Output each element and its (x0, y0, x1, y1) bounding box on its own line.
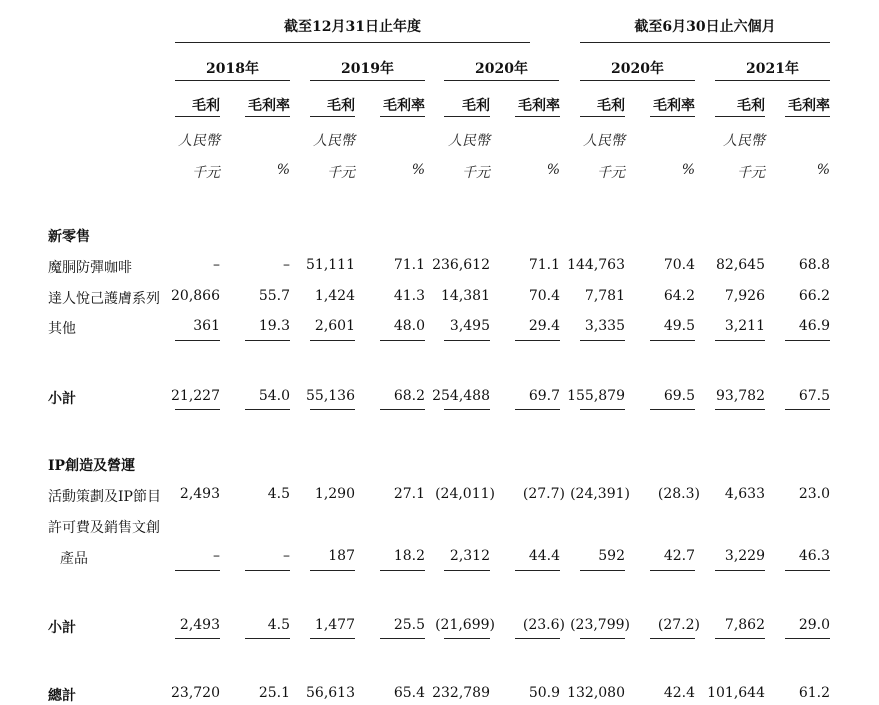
cell-gross-margin: 69.5 (663, 388, 695, 404)
row-label: 其他 (48, 321, 76, 337)
sum-rule (380, 340, 425, 341)
row-label: 活動策劃及IP節目 (48, 489, 161, 505)
sum-rule (580, 409, 625, 410)
sum-rule (380, 638, 425, 639)
col-gross-profit: 毛利 (192, 98, 220, 114)
sum-rule (785, 340, 830, 341)
cell-gross-margin: 42.4 (663, 685, 695, 701)
sum-rule (515, 409, 560, 410)
year-header-2019: 2019年 (341, 61, 394, 77)
cell-gross-profit: 56,613 (306, 685, 355, 701)
col-rule (715, 116, 765, 117)
sum-rule (380, 570, 425, 571)
cell-gross-margin: 65.4 (393, 685, 425, 701)
cell-gross-margin: (23.6) (522, 617, 565, 633)
cell-gross-profit: 3,495 (449, 318, 490, 334)
year-rule (715, 80, 830, 81)
cell-gross-margin: 70.4 (528, 288, 560, 304)
cell-gross-margin: (27.2) (657, 617, 700, 633)
cell-gross-profit: 4,633 (724, 486, 765, 502)
unit-currency: 人民幣 (178, 133, 220, 149)
sum-rule (175, 340, 220, 341)
unit-currency: 人民幣 (723, 133, 765, 149)
col-gross-margin: 毛利率 (383, 98, 425, 114)
col-gross-profit: 毛利 (597, 98, 625, 114)
row-label: 達人悅己護膚系列 (48, 291, 160, 307)
sum-rule (650, 340, 695, 341)
cell-gross-profit: (24,011) (435, 486, 495, 502)
col-rule (580, 116, 625, 117)
cell-gross-profit: 187 (328, 548, 355, 564)
section-title-new-retail: 新零售 (48, 229, 90, 245)
sum-rule (310, 570, 355, 571)
cell-gross-margin: 68.8 (798, 257, 830, 273)
total-label: 總計 (48, 688, 76, 704)
cell-gross-margin: 4.5 (267, 486, 290, 502)
sum-rule (785, 570, 830, 571)
cell-gross-profit: 1,424 (314, 288, 355, 304)
sum-rule (245, 570, 290, 571)
cell-gross-profit: 21,227 (171, 388, 220, 404)
cell-gross-margin: 25.5 (393, 617, 425, 633)
period-half-rule (580, 42, 830, 43)
sum-rule (785, 638, 830, 639)
unit-currency: 人民幣 (448, 133, 490, 149)
sum-rule (310, 638, 355, 639)
cell-gross-profit: 2,493 (179, 486, 220, 502)
cell-gross-profit: (24,391) (570, 486, 630, 502)
sum-rule (245, 409, 290, 410)
sum-rule (380, 409, 425, 410)
unit-thousand: 千元 (737, 165, 765, 181)
cell-gross-profit: 3,229 (724, 548, 765, 564)
unit-thousand: 千元 (462, 165, 490, 181)
cell-gross-margin: 50.9 (528, 685, 560, 701)
cell-gross-margin: 18.2 (393, 548, 425, 564)
unit-thousand: 千元 (327, 165, 355, 181)
cell-gross-margin: 49.5 (663, 318, 695, 334)
cell-gross-profit: 2,601 (314, 318, 355, 334)
cell-gross-profit: 51,111 (306, 257, 355, 273)
cell-gross-profit: 155,879 (567, 388, 625, 404)
period-half-header: 截至6月30日止六個月 (634, 19, 776, 35)
col-gross-margin: 毛利率 (653, 98, 695, 114)
cell-gross-profit: 55,136 (306, 388, 355, 404)
sum-rule (580, 340, 625, 341)
section-title-ip: IP創造及營運 (48, 458, 136, 474)
cell-gross-profit: – (213, 257, 220, 273)
cell-gross-margin: 54.0 (258, 388, 290, 404)
unit-percent: % (546, 162, 560, 178)
year-rule (444, 80, 559, 81)
sum-rule (175, 409, 220, 410)
cell-gross-profit: (21,699) (435, 617, 495, 633)
cell-gross-margin: 69.7 (528, 388, 560, 404)
cell-gross-margin: 29.4 (528, 318, 560, 334)
cell-gross-margin: 42.7 (663, 548, 695, 564)
cell-gross-margin: 68.2 (393, 388, 425, 404)
cell-gross-margin: 29.0 (798, 617, 830, 633)
cell-gross-profit: 82,645 (716, 257, 765, 273)
sum-rule (310, 409, 355, 410)
sum-rule (785, 409, 830, 410)
sum-rule (650, 638, 695, 639)
cell-gross-margin: 66.2 (798, 288, 830, 304)
year-header-2020-half: 2020年 (611, 61, 664, 77)
cell-gross-profit: 7,781 (584, 288, 625, 304)
cell-gross-margin: 41.3 (393, 288, 425, 304)
sum-rule (715, 570, 765, 571)
year-rule (580, 80, 695, 81)
cell-gross-profit: – (213, 548, 220, 564)
sum-rule (245, 638, 290, 639)
sum-rule (580, 638, 625, 639)
cell-gross-profit: 236,612 (432, 257, 490, 273)
cell-gross-margin: 71.1 (393, 257, 425, 273)
cell-gross-profit: 1,477 (314, 617, 355, 633)
sum-rule (175, 638, 220, 639)
sum-rule (245, 340, 290, 341)
sum-rule (515, 570, 560, 571)
unit-percent: % (411, 162, 425, 178)
cell-gross-margin: 61.2 (798, 685, 830, 701)
cell-gross-profit: 101,644 (707, 685, 765, 701)
cell-gross-profit: 23,720 (171, 685, 220, 701)
col-rule (444, 116, 490, 117)
unit-currency: 人民幣 (583, 133, 625, 149)
period-annual-header: 截至12月31日止年度 (284, 19, 421, 35)
cell-gross-profit: 14,381 (441, 288, 490, 304)
cell-gross-margin: 4.5 (267, 617, 290, 633)
cell-gross-profit: 144,763 (567, 257, 625, 273)
row-label: 產品 (60, 551, 88, 567)
unit-thousand: 千元 (192, 165, 220, 181)
col-gross-profit: 毛利 (462, 98, 490, 114)
cell-gross-margin: 46.9 (798, 318, 830, 334)
sum-rule (444, 340, 490, 341)
cell-gross-margin: 70.4 (663, 257, 695, 273)
col-rule (310, 116, 355, 117)
col-rule (380, 116, 425, 117)
sum-rule (175, 570, 220, 571)
cell-gross-profit: 2,312 (449, 548, 490, 564)
unit-percent: % (276, 162, 290, 178)
col-gross-profit: 毛利 (327, 98, 355, 114)
cell-gross-profit: 3,211 (724, 318, 765, 334)
cell-gross-profit: 7,862 (724, 617, 765, 633)
sum-rule (444, 409, 490, 410)
cell-gross-margin: – (283, 257, 290, 273)
sum-rule (650, 409, 695, 410)
sum-rule (444, 638, 490, 639)
cell-gross-profit: 254,488 (432, 388, 490, 404)
cell-gross-margin: (27.7) (522, 486, 565, 502)
unit-percent: % (816, 162, 830, 178)
cell-gross-margin: 27.1 (393, 486, 425, 502)
sum-rule (515, 340, 560, 341)
cell-gross-profit: 132,080 (567, 685, 625, 701)
year-header-2018: 2018年 (206, 61, 259, 77)
col-gross-profit: 毛利 (737, 98, 765, 114)
cell-gross-profit: 232,789 (432, 685, 490, 701)
cell-gross-profit: 1,290 (314, 486, 355, 502)
col-rule (785, 116, 830, 117)
year-rule (310, 80, 425, 81)
cell-gross-margin: 25.1 (258, 685, 290, 701)
col-gross-margin: 毛利率 (248, 98, 290, 114)
year-header-2020-annual: 2020年 (475, 61, 528, 77)
col-rule (175, 116, 220, 117)
cell-gross-profit: 20,866 (171, 288, 220, 304)
sum-rule (444, 570, 490, 571)
sum-rule (580, 570, 625, 571)
unit-currency: 人民幣 (313, 133, 355, 149)
cell-gross-profit: 592 (598, 548, 625, 564)
unit-thousand: 千元 (597, 165, 625, 181)
cell-gross-margin: 64.2 (663, 288, 695, 304)
sum-rule (715, 340, 765, 341)
cell-gross-profit: 7,926 (724, 288, 765, 304)
row-label: 許可費及銷售文創 (48, 520, 160, 536)
period-annual-rule (175, 42, 530, 43)
cell-gross-profit: 2,493 (179, 617, 220, 633)
sum-rule (515, 638, 560, 639)
cell-gross-margin: 48.0 (393, 318, 425, 334)
cell-gross-profit: (23,799) (570, 617, 630, 633)
sum-rule (715, 409, 765, 410)
cell-gross-margin: (28.3) (657, 486, 700, 502)
year-header-2021-half: 2021年 (746, 61, 799, 77)
cell-gross-margin: 71.1 (528, 257, 560, 273)
row-label: 魔胴防彈咖啡 (48, 260, 132, 276)
cell-gross-profit: 3,335 (584, 318, 625, 334)
subtotal-label: 小計 (48, 391, 76, 407)
sum-rule (715, 638, 765, 639)
unit-percent: % (681, 162, 695, 178)
cell-gross-margin: 67.5 (798, 388, 830, 404)
cell-gross-profit: 361 (193, 318, 220, 334)
cell-gross-margin: 55.7 (258, 288, 290, 304)
col-rule (650, 116, 695, 117)
cell-gross-profit: 93,782 (716, 388, 765, 404)
sum-rule (310, 340, 355, 341)
col-rule (245, 116, 290, 117)
cell-gross-margin: 19.3 (258, 318, 290, 334)
sum-rule (650, 570, 695, 571)
cell-gross-margin: – (283, 548, 290, 564)
subtotal-label: 小計 (48, 620, 76, 636)
cell-gross-margin: 23.0 (798, 486, 830, 502)
cell-gross-margin: 44.4 (528, 548, 560, 564)
col-rule (515, 116, 560, 117)
year-rule (175, 80, 290, 81)
col-gross-margin: 毛利率 (518, 98, 560, 114)
cell-gross-margin: 46.3 (798, 548, 830, 564)
col-gross-margin: 毛利率 (788, 98, 830, 114)
